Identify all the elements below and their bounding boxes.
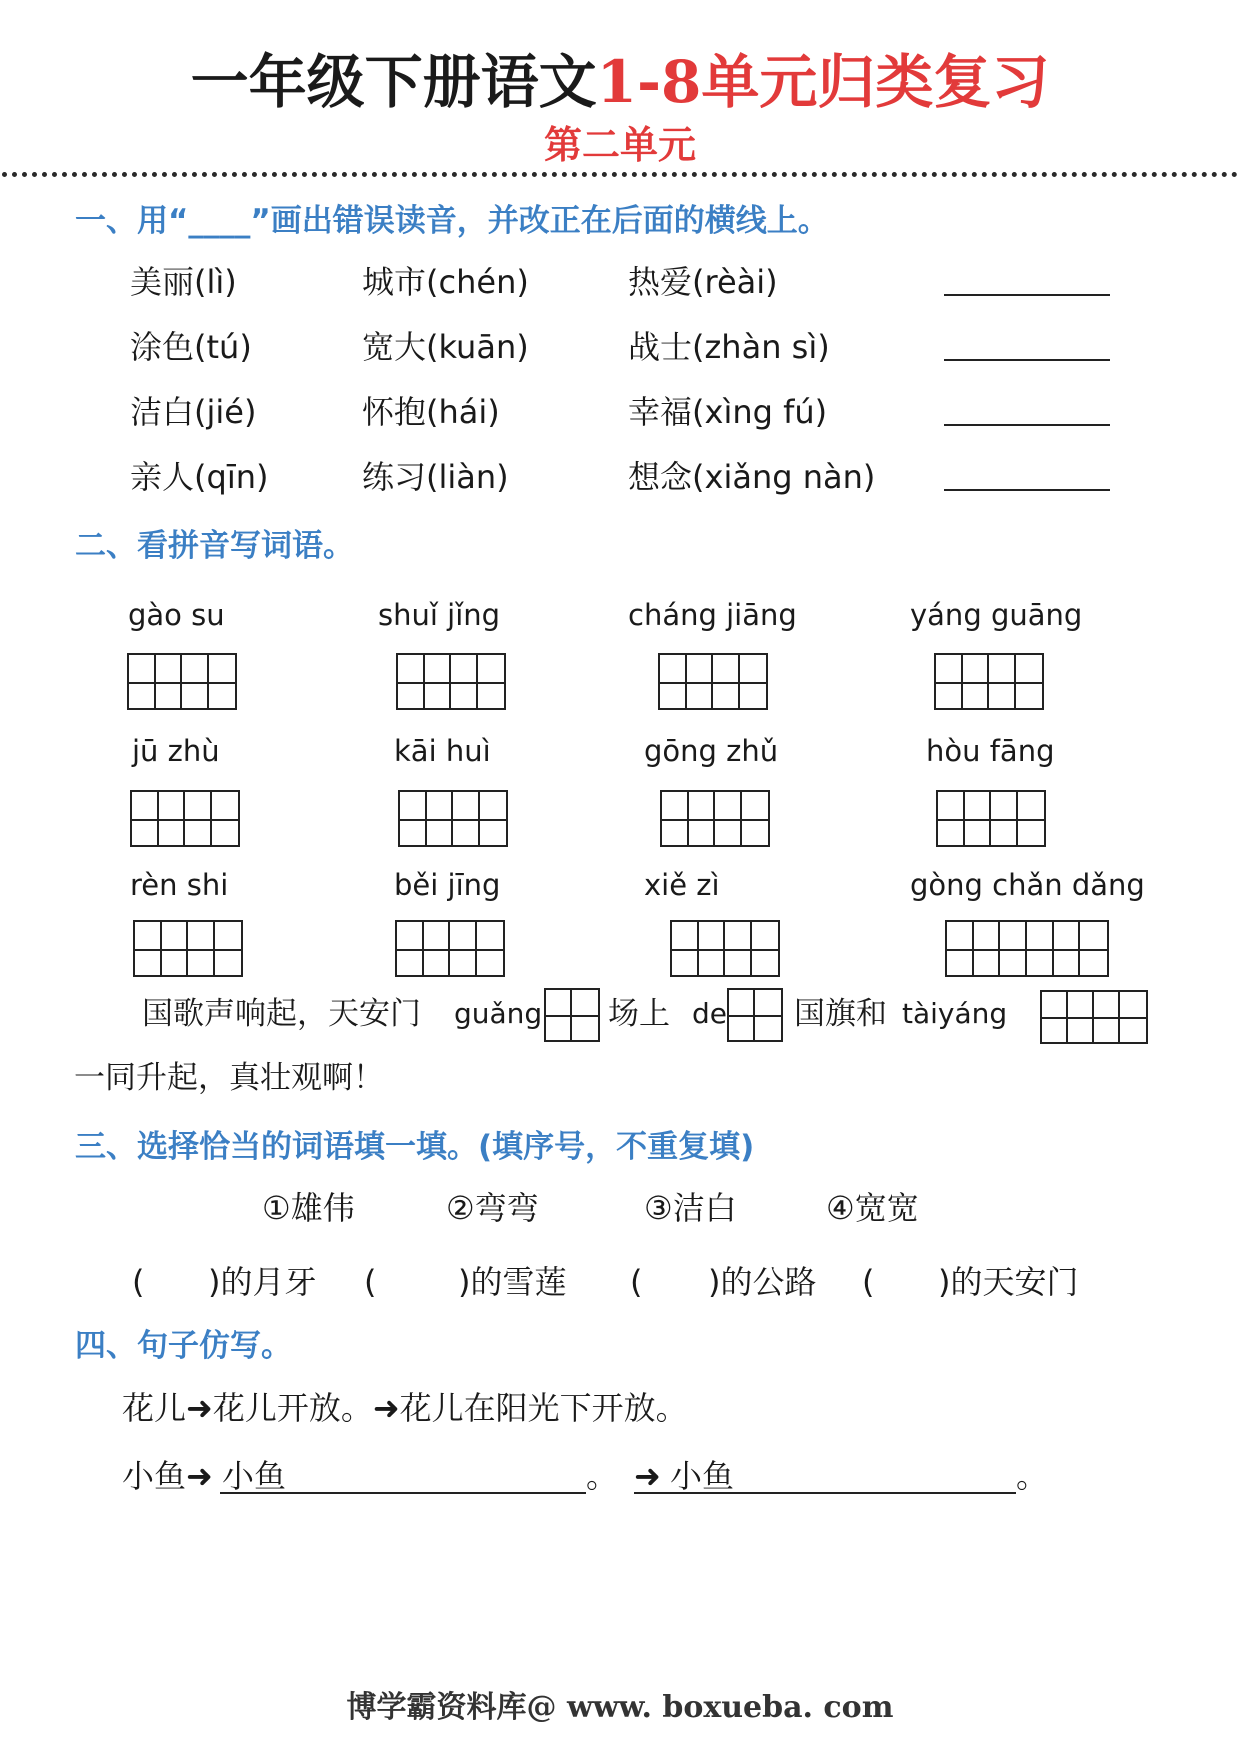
character-cell[interactable] bbox=[1042, 992, 1068, 1042]
q1-pinyin: (tú) bbox=[194, 328, 252, 366]
character-cell[interactable] bbox=[132, 792, 159, 845]
q1-word: 宽大 bbox=[362, 328, 427, 366]
q1-word: 想念 bbox=[628, 458, 693, 496]
sentence-pinyin: guǎng bbox=[454, 997, 543, 1030]
section3-heading: 三、选择恰当的词语填一填。(填序号，不重复填) bbox=[75, 1129, 755, 1165]
q1-pinyin: (rèài) bbox=[692, 263, 778, 301]
character-cell[interactable] bbox=[989, 655, 1016, 708]
character-cell[interactable] bbox=[1018, 792, 1044, 845]
site-watermark: 博学霸资料库@ www. boxueba. com bbox=[346, 1690, 894, 1725]
dotted-divider bbox=[2, 172, 1238, 177]
section4-heading: 四、句子仿写。 bbox=[75, 1328, 292, 1364]
answer-line[interactable] bbox=[944, 489, 1110, 491]
character-cell[interactable] bbox=[398, 655, 425, 708]
character-cell[interactable] bbox=[480, 792, 506, 845]
section1-heading: 一、用“____”画出错误读音，并改正在后面的横线上。 bbox=[75, 203, 829, 239]
section2-heading: 二、看拼音写词语。 bbox=[75, 528, 354, 564]
imitate-start-1: 小鱼 bbox=[222, 1457, 287, 1495]
character-cell[interactable] bbox=[974, 922, 1001, 975]
q1-word: 洁白 bbox=[130, 393, 195, 431]
character-cell[interactable] bbox=[212, 792, 238, 845]
q1-word: 幸福 bbox=[628, 393, 693, 431]
q1-item bbox=[362, 455, 509, 499]
character-cell[interactable] bbox=[1000, 922, 1027, 975]
q1-item bbox=[628, 260, 778, 304]
character-cell[interactable] bbox=[159, 792, 186, 845]
q1-item bbox=[628, 325, 830, 369]
character-box-grid[interactable] bbox=[544, 988, 600, 1042]
character-box-grid[interactable] bbox=[660, 790, 770, 847]
character-cell[interactable] bbox=[1094, 992, 1120, 1042]
character-cell[interactable] bbox=[1120, 992, 1146, 1042]
q1-item bbox=[628, 390, 827, 434]
character-cell[interactable] bbox=[938, 792, 965, 845]
sentence-line2: 一同升起，真壮观啊！ bbox=[74, 1060, 384, 1096]
character-box-grid[interactable] bbox=[945, 920, 1109, 977]
character-cell[interactable] bbox=[478, 655, 504, 708]
character-box-grid[interactable] bbox=[934, 653, 1044, 710]
q1-item bbox=[362, 390, 500, 434]
character-cell[interactable] bbox=[451, 655, 478, 708]
q1-item bbox=[130, 390, 256, 434]
page-title bbox=[0, 42, 1240, 122]
title-grade-text: 一年级下册语文 bbox=[190, 48, 597, 116]
word-option: ③洁白 bbox=[644, 1189, 737, 1227]
fill-blank-phrase: )的月牙 bbox=[208, 1263, 317, 1301]
title-unit-range-text: 1-8单元归类复习 bbox=[596, 48, 1050, 116]
character-cell[interactable] bbox=[427, 792, 454, 845]
character-box-grid[interactable] bbox=[133, 920, 243, 977]
q1-word: 城市 bbox=[362, 263, 427, 301]
imitate-answer-line-1[interactable] bbox=[220, 1492, 586, 1494]
character-cell[interactable] bbox=[572, 990, 598, 1040]
character-cell[interactable] bbox=[185, 792, 212, 845]
fill-blank-phrase: )的雪莲 bbox=[458, 1263, 567, 1301]
character-box-grid[interactable] bbox=[396, 653, 506, 710]
character-cell[interactable] bbox=[129, 655, 156, 708]
example-sentence: 花儿➜花儿开放。➜花儿在阳光下开放。 bbox=[122, 1389, 688, 1427]
character-box-grid[interactable] bbox=[658, 653, 768, 710]
pinyin-label: gào su bbox=[128, 598, 225, 632]
character-cell[interactable] bbox=[182, 655, 209, 708]
sentence-part: 国旗和 bbox=[794, 996, 887, 1032]
character-cell[interactable] bbox=[947, 922, 974, 975]
imitate-period-1: 。 bbox=[586, 1457, 619, 1495]
pinyin-label: shuǐ jǐng bbox=[378, 598, 501, 632]
character-cell[interactable] bbox=[963, 655, 990, 708]
pinyin-label: gōng zhǔ bbox=[644, 734, 779, 768]
page-subtitle: 第二单元 bbox=[543, 122, 696, 167]
pinyin-label: kāi huì bbox=[394, 734, 491, 768]
pinyin-label: rèn shi bbox=[130, 868, 229, 902]
imitate-arrow: ➜ bbox=[634, 1457, 661, 1495]
imitate-start-2: 小鱼 bbox=[670, 1457, 735, 1495]
character-cell[interactable] bbox=[699, 922, 726, 975]
imitate-period-2: 。 bbox=[1016, 1457, 1049, 1495]
sentence-part: 场上 bbox=[608, 996, 670, 1032]
character-cell[interactable] bbox=[1027, 922, 1054, 975]
character-cell[interactable] bbox=[1016, 655, 1042, 708]
character-box-grid[interactable] bbox=[1040, 990, 1148, 1044]
character-cell[interactable] bbox=[400, 792, 427, 845]
character-cell[interactable] bbox=[715, 792, 742, 845]
q1-word: 亲人 bbox=[130, 458, 195, 496]
q1-pinyin: (jié) bbox=[194, 393, 257, 431]
character-cell[interactable] bbox=[740, 655, 766, 708]
character-cell[interactable] bbox=[188, 922, 215, 975]
sentence-pinyin: tàiyáng bbox=[902, 997, 1008, 1030]
q1-pinyin: (zhàn sì) bbox=[692, 328, 830, 366]
word-option: ①雄伟 bbox=[262, 1189, 355, 1227]
pinyin-label: yáng guāng bbox=[910, 598, 1083, 632]
character-cell[interactable] bbox=[687, 655, 714, 708]
character-cell[interactable] bbox=[450, 922, 477, 975]
fill-blank-open: ( bbox=[862, 1263, 875, 1301]
q1-item bbox=[130, 260, 237, 304]
character-cell[interactable] bbox=[660, 655, 687, 708]
imitate-answer-line-2[interactable] bbox=[634, 1492, 1016, 1494]
q1-pinyin: (chén) bbox=[426, 263, 529, 301]
character-cell[interactable] bbox=[729, 990, 755, 1040]
q1-word: 涂色 bbox=[130, 328, 195, 366]
character-cell[interactable] bbox=[209, 655, 235, 708]
sentence-part: 国歌声响起，天安门 bbox=[142, 996, 421, 1032]
character-cell[interactable] bbox=[672, 922, 699, 975]
answer-line[interactable] bbox=[944, 424, 1110, 426]
q1-word: 怀抱 bbox=[362, 393, 427, 431]
character-cell[interactable] bbox=[477, 922, 503, 975]
q1-pinyin: (qīn) bbox=[194, 458, 269, 496]
character-box-grid[interactable] bbox=[127, 653, 237, 710]
q1-pinyin: (liàn) bbox=[426, 458, 509, 496]
q1-word: 战士 bbox=[628, 328, 693, 366]
q1-pinyin: (xìng fú) bbox=[692, 393, 828, 431]
character-cell[interactable] bbox=[965, 792, 992, 845]
fill-blank-open: ( bbox=[630, 1263, 643, 1301]
character-box-grid[interactable] bbox=[670, 920, 780, 977]
q1-pinyin: (hái) bbox=[426, 393, 500, 431]
pinyin-label: běi jīng bbox=[394, 868, 501, 902]
character-box-grid[interactable] bbox=[727, 988, 783, 1042]
character-cell[interactable] bbox=[755, 990, 781, 1040]
character-box-grid[interactable] bbox=[395, 920, 505, 977]
character-cell[interactable] bbox=[546, 990, 572, 1040]
character-cell[interactable] bbox=[689, 792, 716, 845]
pinyin-label: jū zhù bbox=[132, 734, 220, 768]
fill-blank-open: ( bbox=[364, 1263, 377, 1301]
fill-blank-phrase: )的公路 bbox=[708, 1263, 817, 1301]
character-box-grid[interactable] bbox=[398, 790, 508, 847]
character-box-grid[interactable] bbox=[130, 790, 240, 847]
fill-blank-phrase: )的天安门 bbox=[938, 1263, 1079, 1301]
q1-pinyin: (kuān) bbox=[426, 328, 529, 366]
fill-blank-open: ( bbox=[132, 1263, 145, 1301]
character-cell[interactable] bbox=[453, 792, 480, 845]
character-cell[interactable] bbox=[397, 922, 424, 975]
word-option: ②弯弯 bbox=[446, 1189, 539, 1227]
q1-word: 练习 bbox=[362, 458, 427, 496]
sentence-pinyin: de bbox=[692, 997, 727, 1030]
character-cell[interactable] bbox=[424, 922, 451, 975]
pinyin-label: cháng jiāng bbox=[628, 598, 797, 632]
answer-line[interactable] bbox=[944, 359, 1110, 361]
pinyin-label: gòng chǎn dǎng bbox=[910, 868, 1145, 902]
character-box-grid[interactable] bbox=[936, 790, 1046, 847]
character-cell[interactable] bbox=[725, 922, 752, 975]
character-cell[interactable] bbox=[135, 922, 162, 975]
q1-pinyin: (xiǎng nàn) bbox=[692, 458, 876, 496]
character-cell[interactable] bbox=[713, 655, 740, 708]
character-cell[interactable] bbox=[742, 792, 768, 845]
q1-item bbox=[362, 260, 529, 304]
character-cell[interactable] bbox=[425, 655, 452, 708]
q1-item bbox=[130, 455, 268, 499]
character-cell[interactable] bbox=[162, 922, 189, 975]
character-cell[interactable] bbox=[1054, 922, 1081, 975]
pinyin-label: xiě zì bbox=[644, 868, 720, 902]
pinyin-label: hòu fāng bbox=[926, 734, 1055, 768]
character-cell[interactable] bbox=[991, 792, 1018, 845]
character-cell[interactable] bbox=[662, 792, 689, 845]
character-cell[interactable] bbox=[1068, 992, 1094, 1042]
word-option: ④宽宽 bbox=[826, 1189, 919, 1227]
character-cell[interactable] bbox=[156, 655, 183, 708]
q1-word: 美丽 bbox=[130, 263, 195, 301]
q1-item bbox=[130, 325, 252, 369]
q1-item bbox=[628, 455, 875, 499]
character-cell[interactable] bbox=[215, 922, 241, 975]
q1-item bbox=[362, 325, 529, 369]
q1-word: 热爱 bbox=[628, 263, 693, 301]
q1-pinyin: (lì) bbox=[194, 263, 237, 301]
character-cell[interactable] bbox=[936, 655, 963, 708]
character-cell[interactable] bbox=[1080, 922, 1107, 975]
character-cell[interactable] bbox=[752, 922, 778, 975]
answer-line[interactable] bbox=[944, 294, 1110, 296]
imitate-subject: 小鱼➜ bbox=[122, 1457, 213, 1495]
